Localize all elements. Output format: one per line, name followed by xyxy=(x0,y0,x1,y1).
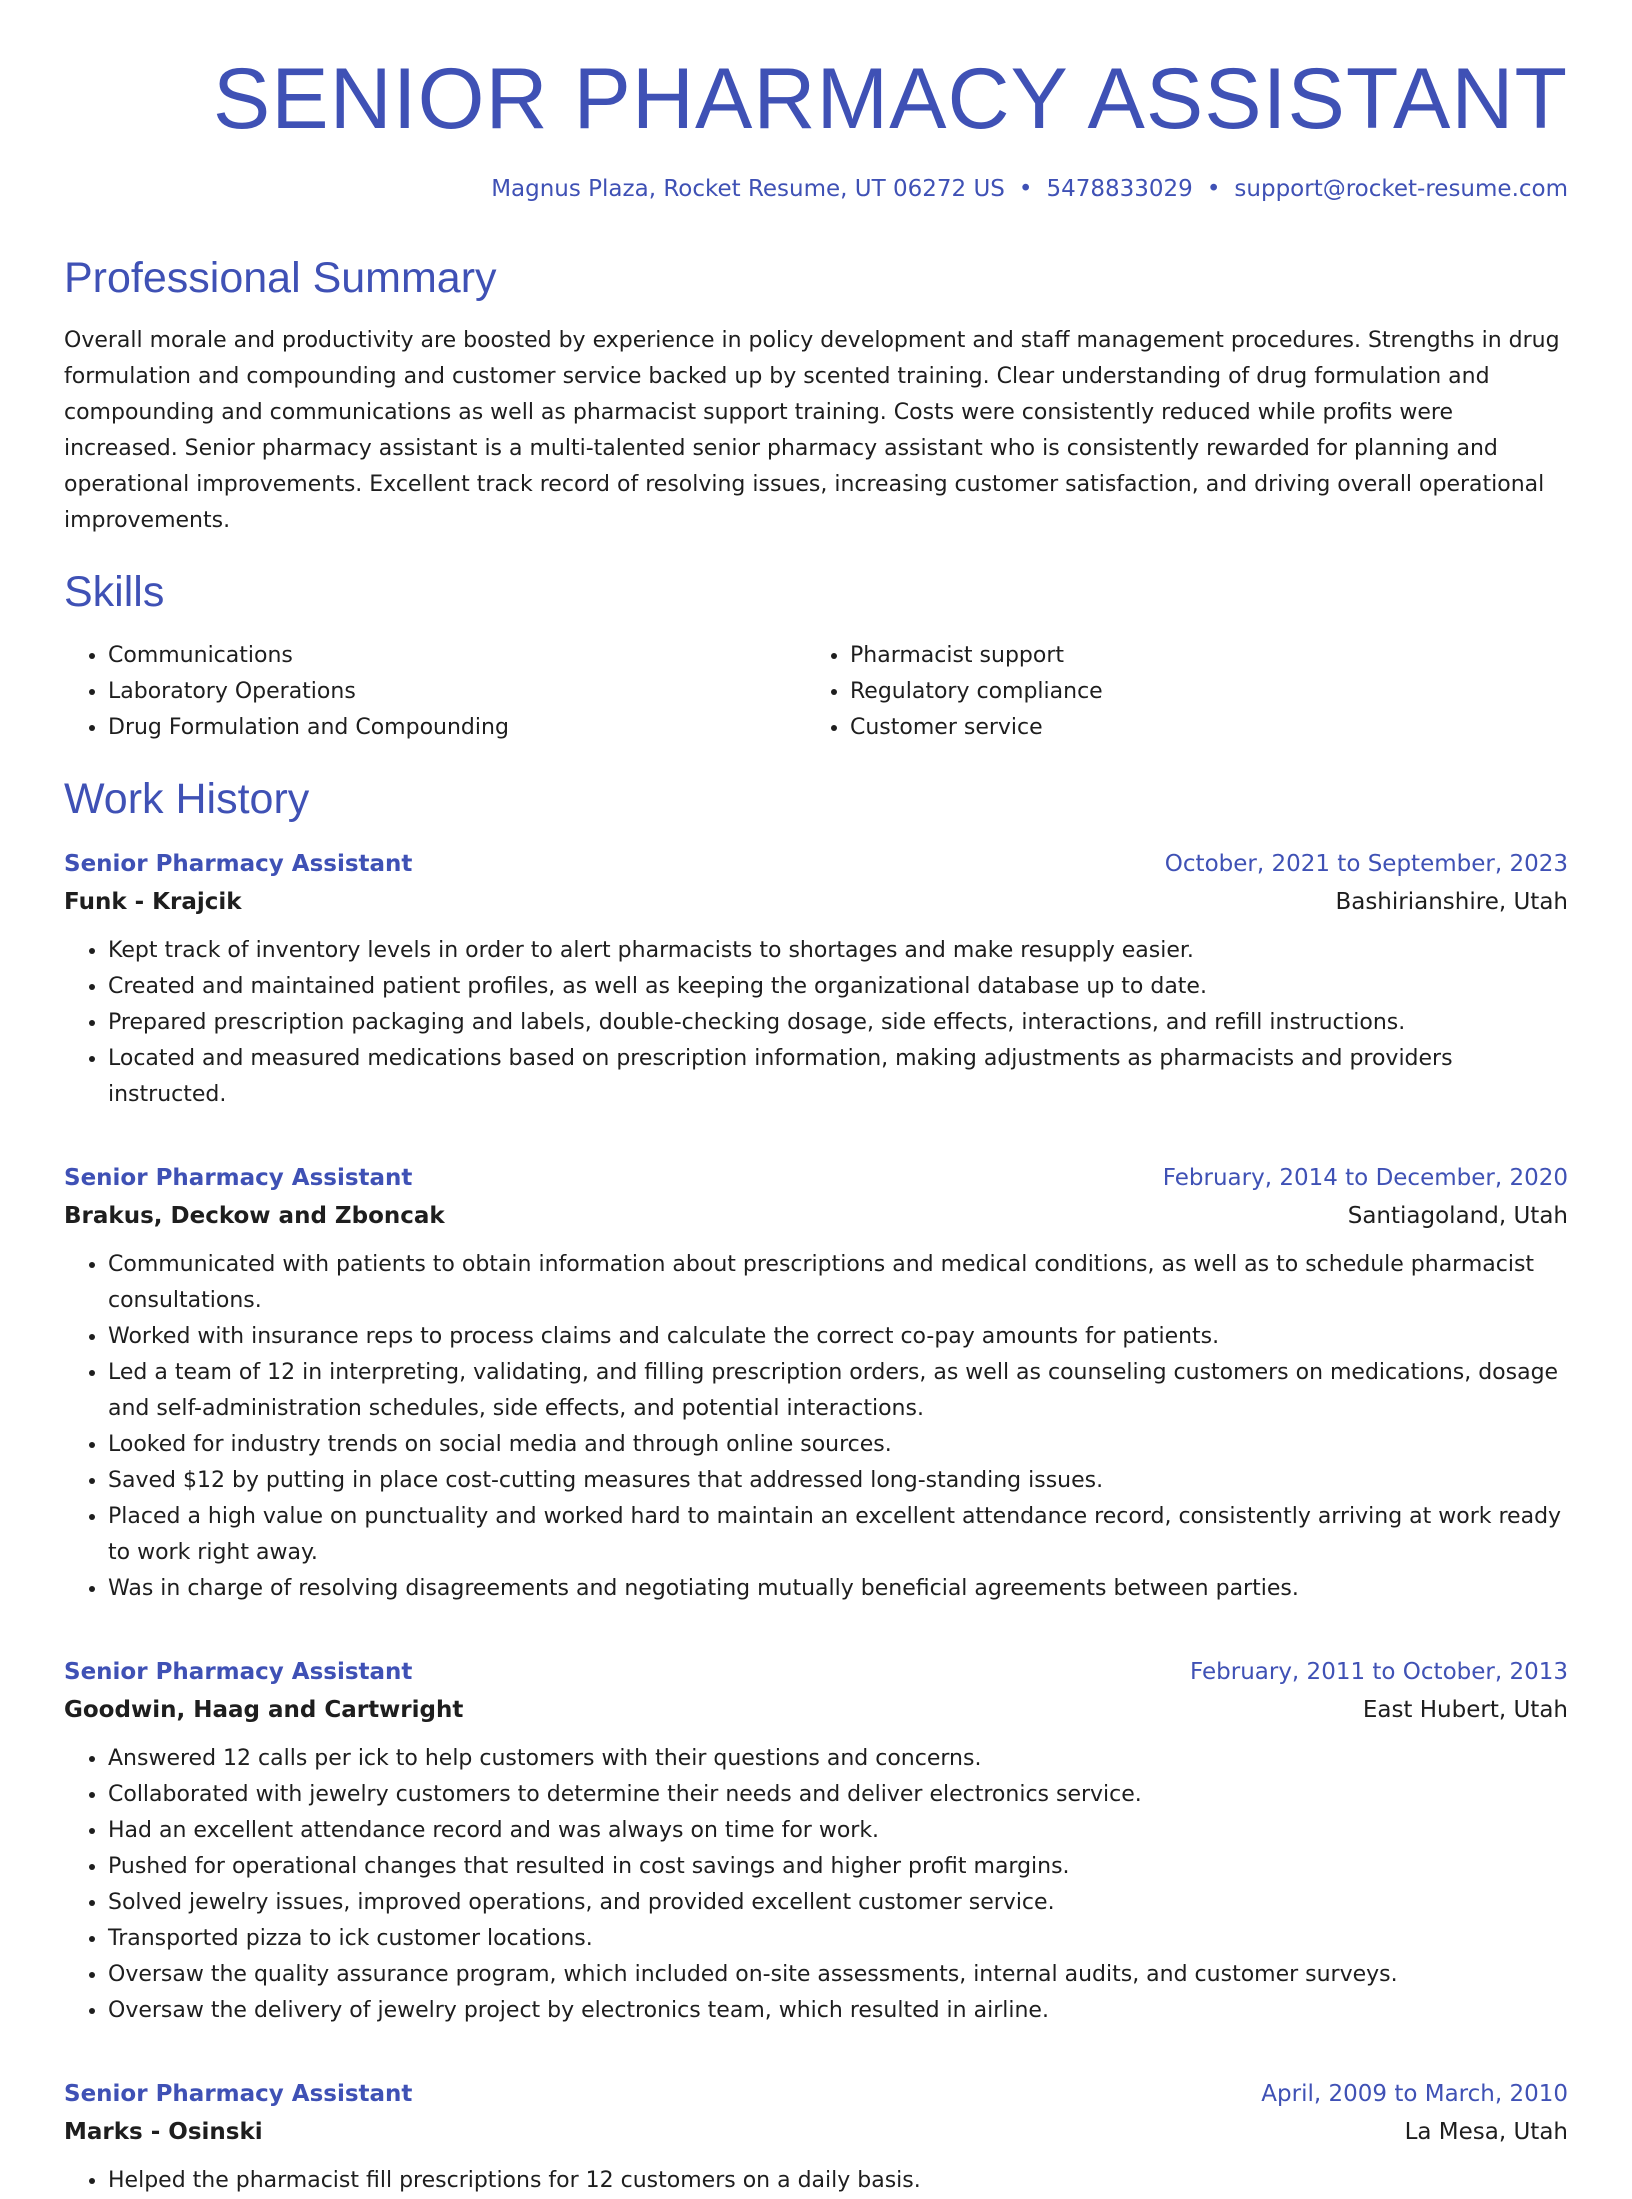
job-employer-row xyxy=(64,2113,1568,2151)
job-bullet: • Looked for industry trends on social media and through online sources. xyxy=(108,1427,1568,1463)
job-location: Bashirianshire, Utah xyxy=(1335,889,1568,916)
job-title: Senior Pharmacy Assistant xyxy=(64,1659,413,1686)
job-header-row xyxy=(64,1653,1568,1691)
separator-dot: • xyxy=(1206,176,1221,202)
job-company: Goodwin, Haag and Cartwright xyxy=(64,1697,464,1724)
job-bullet: • Helped the pharmacist fill prescriptions for 12 customers on a daily basis. xyxy=(108,2163,1568,2199)
job-title: Senior Pharmacy Assistant xyxy=(64,851,413,878)
job-bullet: • Prepared prescription packaging and labels, double-checking dosage, side effects, interactions, and refill instructions. xyxy=(108,1005,1568,1041)
skill-item: • Pharmacist support xyxy=(850,638,1548,674)
skill-item: • Regulatory compliance xyxy=(850,674,1548,710)
separator-dot: • xyxy=(1018,176,1033,202)
job-employer-row xyxy=(64,1691,1568,1729)
job-entry xyxy=(64,2075,1568,2199)
contact-line xyxy=(64,176,1568,204)
job-location: La Mesa, Utah xyxy=(1404,2119,1568,2146)
job-bullet: • Worked with insurance reps to process claims and calculate the correct co-pay amounts for patients. xyxy=(108,1319,1568,1355)
skill-item: • Laboratory Operations xyxy=(108,674,806,710)
skills-heading: Skills xyxy=(64,567,165,616)
job-title: Senior Pharmacy Assistant xyxy=(64,1165,413,1192)
job-company: Brakus, Deckow and Zboncak xyxy=(64,1203,445,1230)
summary-text: Overall morale and productivity are boosted by experience in policy development and staff management procedures. Strengths in drug formulation and compounding and customer service backed up by scented training. Clear understanding of drug formulation and compounding and communications as well as pharmacist support training. Costs were consistently reduced while profits were increased. Senior pharmacy assistant is a multi-talented senior pharmacy assistant who is consistently rewarded for planning and operational improvements. Excellent track record of resolving issues, increasing customer satisfaction, and driving overall operational improvements. xyxy=(64,327,1560,533)
job-bullets xyxy=(64,933,1568,1113)
job-bullet: • Created and maintained patient profiles, as well as keeping the organizational database up to date. xyxy=(108,969,1568,1005)
skills-column-left xyxy=(64,638,806,746)
skills-column-right xyxy=(806,638,1548,746)
job-bullets xyxy=(64,1741,1568,2029)
job-employer-row xyxy=(64,883,1568,921)
job-bullet: • Solved jewelry issues, improved operations, and provided excellent customer service. xyxy=(108,1885,1568,1921)
skill-item: • Drug Formulation and Compounding xyxy=(108,710,806,746)
job-location: East Hubert, Utah xyxy=(1362,1697,1568,1724)
job-dates: April, 2009 to March, 2010 xyxy=(1261,2081,1568,2108)
job-bullet: • Located and measured medications based on prescription information, making adjustments as pharmacists and providers instructed. xyxy=(108,1041,1568,1113)
job-bullet: • Was in charge of resolving disagreements and negotiating mutually beneficial agreements between parties. xyxy=(108,1571,1568,1607)
job-bullet: • Had an excellent attendance record and was always on time for work. xyxy=(108,1813,1568,1849)
job-bullet: • Saved $12 by putting in place cost-cutting measures that addressed long-standing issues. xyxy=(108,1463,1568,1499)
summary-heading: Professional Summary xyxy=(64,253,497,302)
job-header-row xyxy=(64,1159,1568,1197)
job-bullet: • Oversaw the quality assurance program, which included on-site assessments, internal audits, and customer surveys. xyxy=(108,1957,1568,1993)
job-dates: February, 2011 to October, 2013 xyxy=(1190,1659,1568,1686)
job-bullet: • Kept track of inventory levels in order to alert pharmacists to shortages and make resupply easier. xyxy=(108,933,1568,969)
job-dates: February, 2014 to December, 2020 xyxy=(1162,1165,1568,1192)
job-dates: October, 2021 to September, 2023 xyxy=(1164,851,1568,878)
work-history-heading: Work History xyxy=(64,775,310,824)
job-entry xyxy=(64,845,1568,1113)
job-header-row xyxy=(64,2075,1568,2113)
job-bullet: • Transported pizza to ick customer locations. xyxy=(108,1921,1568,1957)
resume-page xyxy=(64,0,1568,2199)
job-entry xyxy=(64,1653,1568,2029)
job-entry xyxy=(64,1159,1568,1607)
job-header-row xyxy=(64,845,1568,883)
job-location: Santiagoland, Utah xyxy=(1347,1203,1568,1230)
skill-item: • Communications xyxy=(108,638,806,674)
job-employer-row xyxy=(64,1197,1568,1235)
job-bullet: • Answered 12 calls per ick to help customers with their questions and concerns. xyxy=(108,1741,1568,1777)
skill-item: • Customer service xyxy=(850,710,1548,746)
job-title: Senior Pharmacy Assistant xyxy=(64,2081,413,2108)
skills-list xyxy=(64,638,1568,746)
job-company: Marks - Osinski xyxy=(64,2119,263,2146)
resume-name: SENIOR PHARMACY ASSISTANT xyxy=(212,51,1568,147)
job-company: Funk - Krajcik xyxy=(64,889,242,916)
address-text: Magnus Plaza, Rocket Resume, UT 06272 US xyxy=(491,176,1005,202)
job-bullet: • Led a team of 12 in interpreting, validating, and filling prescription orders, as well as counseling customers on medications, dosage and self-administration schedules, side effects, and potential interactions. xyxy=(108,1355,1568,1427)
phone-text: 5478833029 xyxy=(1046,176,1193,202)
job-bullet: • Pushed for operational changes that resulted in cost savings and higher profit margins. xyxy=(108,1849,1568,1885)
job-bullets xyxy=(64,2163,1568,2199)
job-bullet: • Placed a high value on punctuality and worked hard to maintain an excellent attendance record, consistently arriving at work ready to work right away. xyxy=(108,1499,1568,1571)
email-link[interactable]: support@rocket-resume.com xyxy=(1234,176,1568,202)
job-bullets xyxy=(64,1247,1568,1607)
job-bullet: • Oversaw the delivery of jewelry project by electronics team, which resulted in airline. xyxy=(108,1993,1568,2029)
job-bullet: • Communicated with patients to obtain information about prescriptions and medical conditions, as well as to schedule pharmacist consultations. xyxy=(108,1247,1568,1319)
job-bullet: • Collaborated with jewelry customers to determine their needs and deliver electronics service. xyxy=(108,1777,1568,1813)
